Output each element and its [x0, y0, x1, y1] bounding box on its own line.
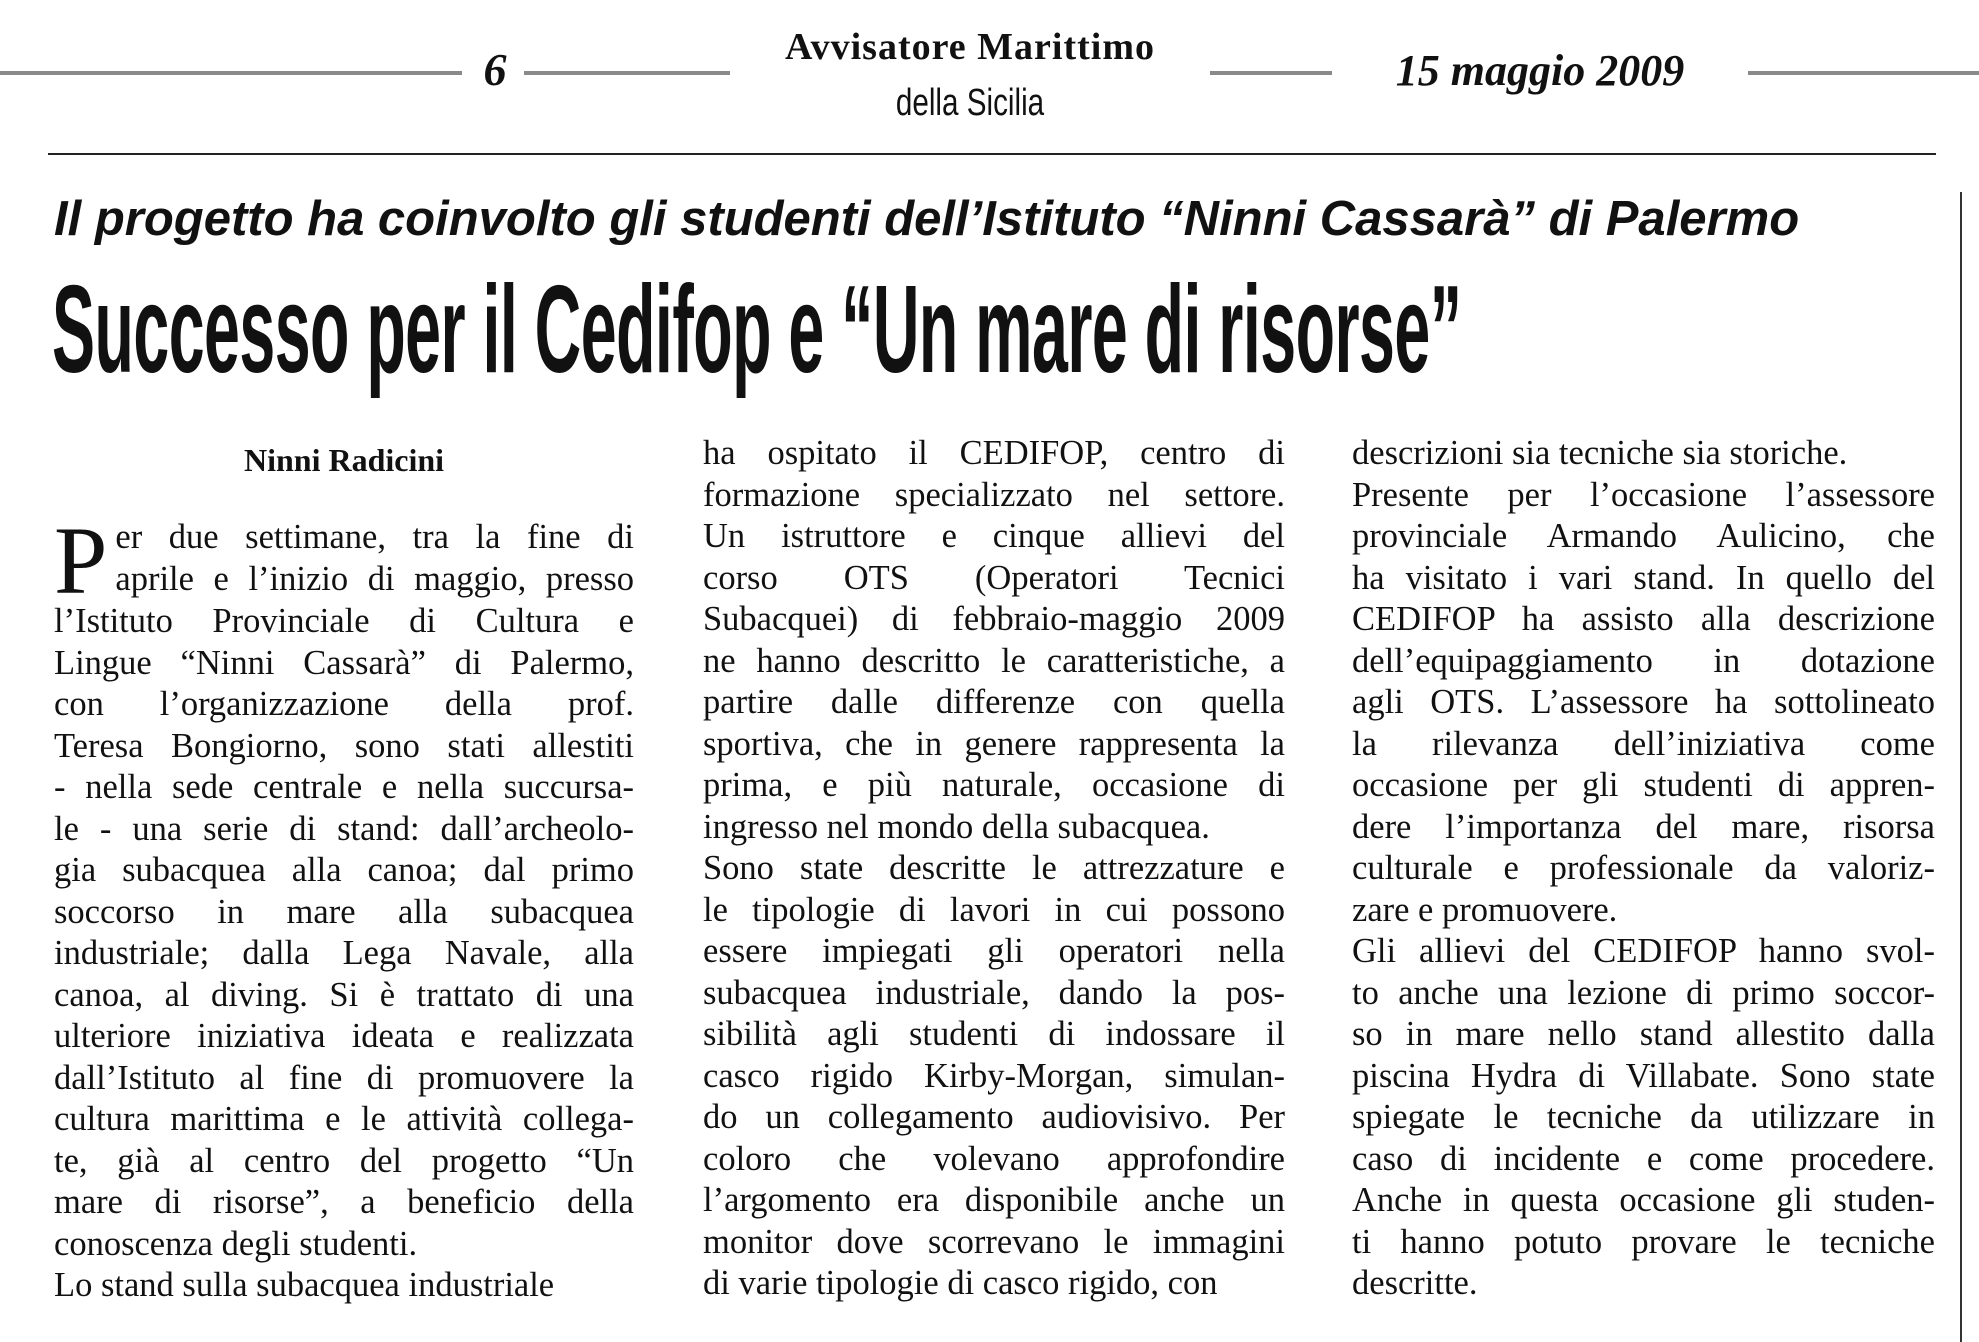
newspaper-subtitle: della Sicilia	[895, 82, 1045, 124]
text-line: ha visitato i vari stand. In quello del	[1352, 558, 1935, 597]
column-1-lines	[54, 601, 634, 1307]
text-line: Teresa Bongiorno, sono stati allestiti	[54, 726, 634, 765]
text-line: so in mare nello stand allestito dalla	[1352, 1015, 1935, 1053]
text-line: coloro che volevano approfondire	[703, 1139, 1285, 1178]
text-line: Gli allievi del CEDIFOP hanno svol-	[1352, 932, 1935, 970]
text-line: CEDIFOP ha assisto alla descrizione	[1352, 600, 1935, 638]
text-line: caso di incidente e come procedere.	[1352, 1139, 1935, 1178]
text-line: monitor dove scorrevano le immagini	[703, 1222, 1285, 1261]
issue-date: 15 maggio 2009	[1395, 46, 1685, 95]
text-line: spiegate le tecniche da utilizzare in	[1352, 1098, 1935, 1136]
text-line: agli OTS. L’assessore ha sottolineato	[1352, 683, 1935, 721]
text-line: l’argomento era disponibile anche un	[703, 1181, 1285, 1219]
text-line: corso OTS (Operatori Tecnici	[703, 558, 1285, 597]
masthead-rule-right	[1748, 71, 1979, 75]
text-line: conoscenza degli studenti.	[54, 1224, 418, 1263]
text-line: do un collegamento audiovisivo. Per	[703, 1098, 1285, 1136]
text-line: industriale; dalla Lega Navale, alla	[54, 934, 634, 972]
text-line: Anche in questa occasione gli studen-	[1352, 1181, 1935, 1219]
article-column-1	[54, 507, 634, 1307]
text-line: con l’organizzazione della prof.	[54, 685, 634, 723]
text-line: soccorso in mare alla subacquea	[54, 892, 634, 931]
text-line: sportiva, che in genere rappresenta la	[703, 724, 1285, 763]
text-line: canoa, al diving. Si è trattato di una	[54, 975, 634, 1014]
text-line: Un istruttore e cinque allievi del	[703, 517, 1285, 555]
text-line: di varie tipologie di casco rigido, con	[703, 1264, 1218, 1302]
text-line: ingresso nel mondo della subacquea.	[703, 807, 1210, 846]
text-line: Sono state descritte le attrezzature e	[703, 849, 1285, 887]
text-line: partire dalle differenze con quella	[703, 683, 1285, 721]
text-line: ne hanno descritto le caratteristiche, a	[703, 641, 1285, 680]
masthead-rule-mid-left	[524, 71, 730, 75]
newspaper-title: Avvisatore Marittimo	[785, 26, 1155, 68]
text-line: Subacquei) di febbraio-maggio 2009	[703, 600, 1285, 638]
header-divider	[48, 153, 1936, 155]
text-line: essere impiegati gli operatori nella	[703, 932, 1285, 970]
text-line: prima, e più naturale, occasione di	[703, 766, 1285, 804]
text-line: - nella sede centrale e nella succursa-	[54, 768, 634, 806]
masthead-rule-mid-right	[1210, 71, 1332, 75]
text-line: to anche una lezione di primo soccor-	[1352, 973, 1935, 1012]
text-line: Presente per l’occasione l’assessore	[1352, 475, 1935, 514]
headline-container	[52, 261, 1952, 399]
text-line: subacquea industriale, dando la pos-	[703, 973, 1285, 1012]
text-line: gia subacquea alla canoa; dal primo	[54, 851, 634, 889]
drop-cap: P	[54, 507, 108, 614]
text-line: descrizioni sia tecniche sia storiche.	[1352, 434, 1848, 472]
text-line: piscina Hydra di Villabate. Sono state	[1352, 1056, 1935, 1095]
lead-lines	[54, 507, 634, 614]
article-right-border	[1960, 192, 1962, 1342]
page-number: 6	[483, 44, 507, 95]
text-line: aprile e l’inizio di maggio, presso	[115, 559, 634, 598]
article-column-2	[703, 433, 1285, 1305]
article-column-3	[1352, 433, 1935, 1305]
text-line: Lo stand sulla subacquea industriale	[54, 1266, 555, 1304]
masthead-rule-left	[0, 71, 462, 75]
text-line: dell’equipaggiamento in dotazione	[1352, 641, 1935, 680]
text-line: ha ospitato il CEDIFOP, centro di	[703, 434, 1285, 472]
text-line: descritte.	[1352, 1264, 1478, 1302]
text-line: ulteriore iniziativa ideata e realizzata	[54, 1017, 634, 1055]
text-line: la rilevanza dell’iniziativa come	[1352, 724, 1935, 763]
text-line: Lingue “Ninni Cassarà” di Palermo,	[54, 643, 634, 682]
text-line: te, già al centro del progetto “Un	[54, 1141, 634, 1180]
text-line: cultura marittima e le attività collega-	[54, 1100, 634, 1138]
text-line: formazione specializzato nel settore.	[703, 475, 1285, 514]
text-line: dall’Istituto al fine di promuovere la	[54, 1058, 634, 1097]
text-line: provinciale Armando Aulicino, che	[1352, 517, 1935, 555]
article-headline: Successo per il Cedifop e “Un mare di risorse”	[52, 261, 1462, 399]
text-line: l’Istituto Provinciale di Cultura e	[54, 602, 634, 640]
text-line: casco rigido Kirby-Morgan, simulan-	[703, 1056, 1285, 1095]
text-line: er due settimane, tra la fine di	[115, 518, 634, 556]
text-line: culturale e professionale da valoriz-	[1352, 849, 1935, 887]
text-line: le tipologie di lavori in cui possono	[703, 890, 1285, 929]
article-kicker: Il progetto ha coinvolto gli studenti dell’Istituto “Ninni Cassarà” di Palermo	[54, 192, 1800, 246]
text-line: ti hanno potuto provare le tecniche	[1352, 1222, 1935, 1261]
article-byline: Ninni Radicini	[243, 442, 445, 478]
text-line: dere l’importanza del mare, risorsa	[1352, 807, 1935, 846]
text-line: sibilità agli studenti di indossare il	[703, 1015, 1285, 1053]
text-line: le - una serie di stand: dall’archeolo-	[54, 809, 634, 848]
text-line: occasione per gli studenti di appren-	[1352, 766, 1935, 804]
text-line: zare e promuovere.	[1352, 890, 1618, 929]
text-line: mare di risorse”, a beneficio della	[54, 1183, 634, 1221]
